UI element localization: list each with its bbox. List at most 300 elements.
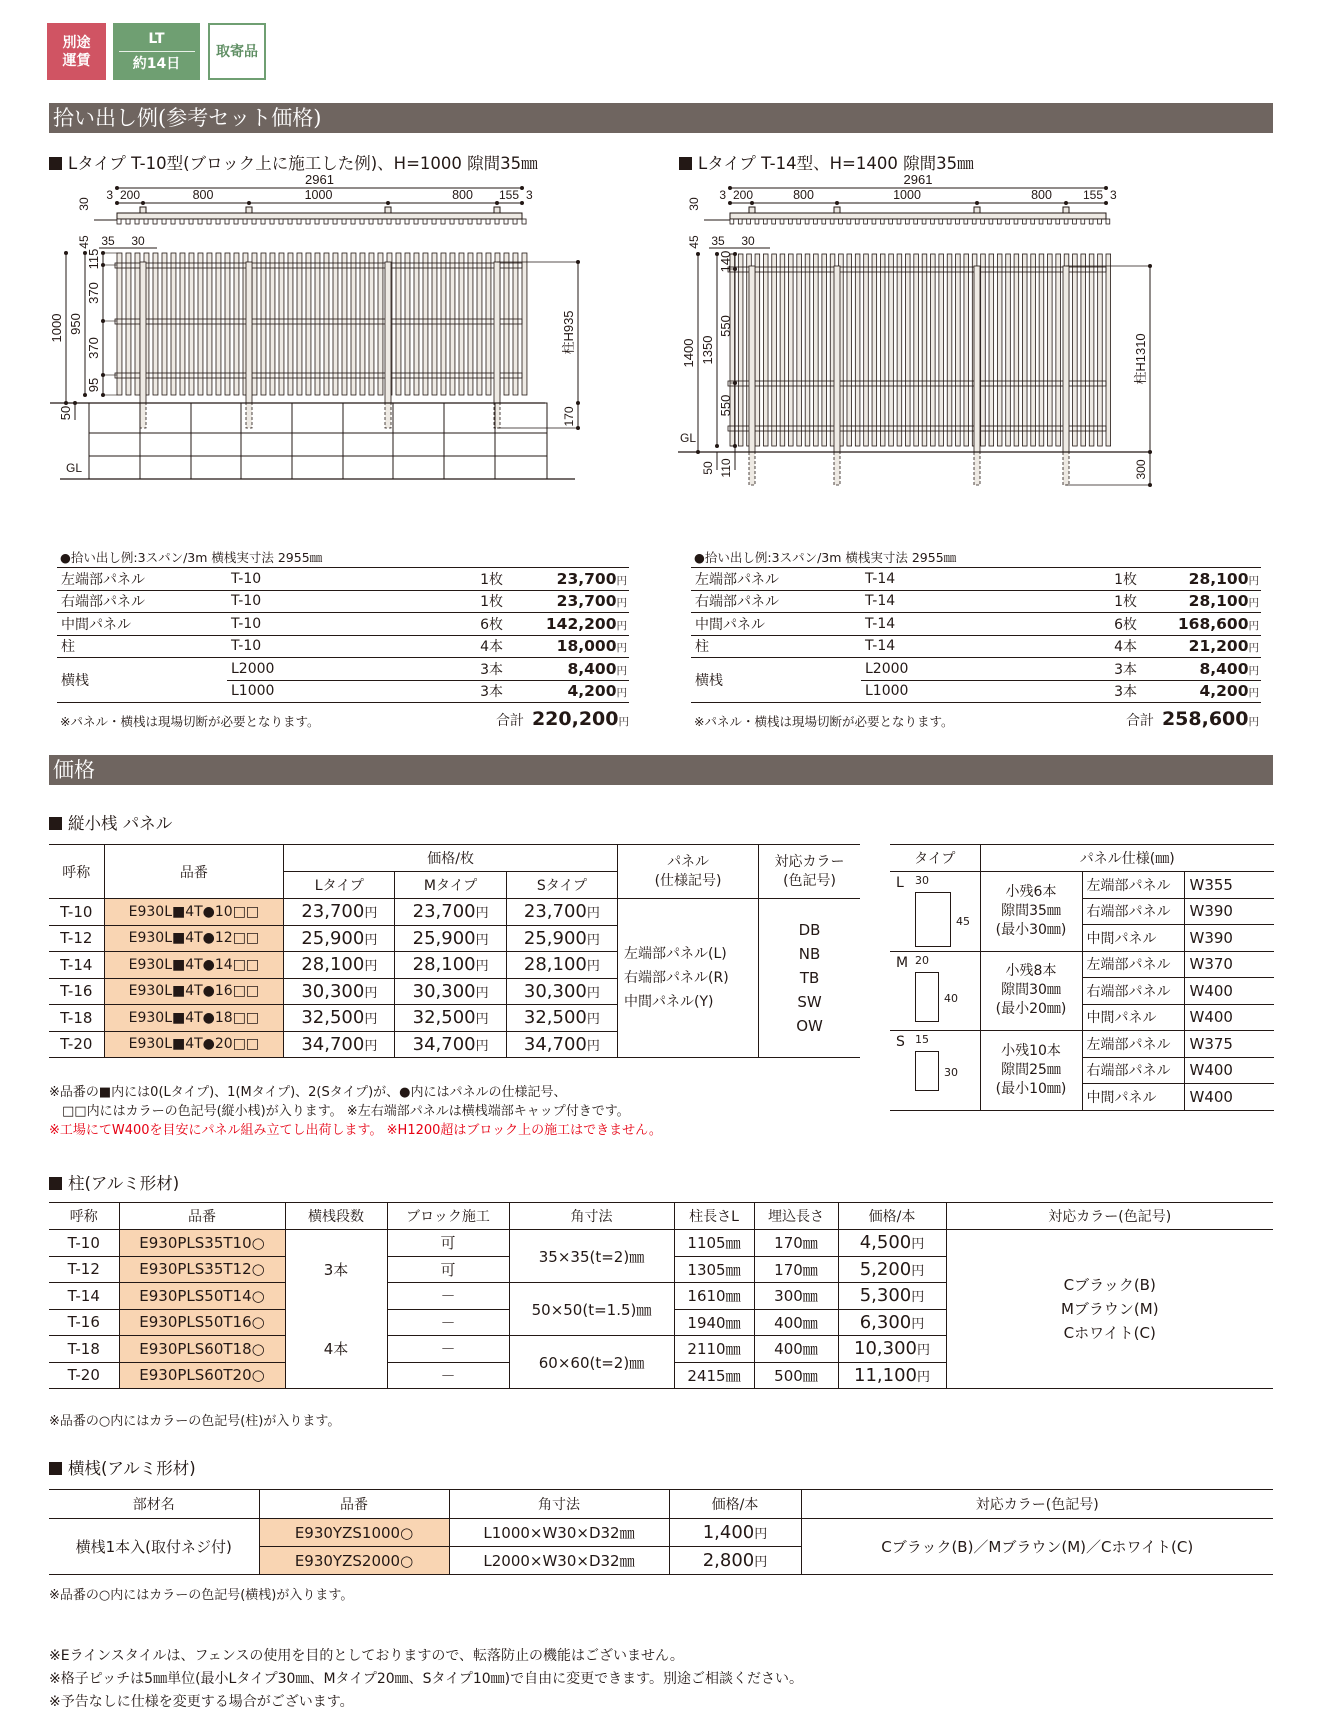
plan-slat (814, 219, 818, 224)
dimension-label: 1000 (304, 188, 333, 202)
dimension-label: 300 (1134, 459, 1148, 480)
dimension-dot (386, 201, 390, 205)
plan-slat (243, 219, 247, 224)
yen-unit: 円 (364, 959, 378, 975)
price-value: 25,900 (412, 927, 476, 949)
plan-slat (180, 219, 184, 224)
yen-unit: 円 (911, 1263, 925, 1279)
profile-cell (890, 951, 980, 1031)
col-header: 横桟段数 (285, 1203, 387, 1230)
example-1-footnote: ※パネル・横桟は現場切断が必要となります。 (60, 714, 320, 729)
profile-depth: 45 (956, 914, 970, 928)
plan-slat (144, 219, 148, 224)
yen-unit: 円 (1248, 664, 1259, 677)
item-qty: 6枚 (427, 613, 507, 636)
desc-line: 隙間25㎜ (1001, 1061, 1061, 1078)
panel-type: 左端部パネル(L) (624, 946, 727, 962)
dimension-label: 3 (719, 188, 726, 202)
plan-slat (788, 219, 792, 224)
row-name: T-20 (49, 1031, 104, 1058)
plan-slat (423, 219, 427, 224)
col-header: 角寸法 (509, 1203, 674, 1230)
square-bullet-icon (49, 1462, 62, 1475)
col-header: 価格/本 (838, 1203, 946, 1230)
post-price (838, 1362, 946, 1389)
embed-length: 170㎜ (754, 1230, 838, 1257)
item-price (507, 590, 629, 613)
spec-row (890, 1031, 1274, 1058)
spec-item-width: W390 (1184, 925, 1274, 952)
price-value: 28,100 (1188, 569, 1249, 588)
yen-unit: 円 (1248, 597, 1259, 610)
plan-post (749, 207, 755, 213)
row-code: E930PLS35T10○ (119, 1230, 285, 1257)
fence-slat (864, 254, 869, 446)
row-price-m (395, 925, 506, 952)
dimension-label: 1000 (893, 188, 921, 202)
plan-slat (1106, 219, 1110, 224)
plan-slat (931, 219, 935, 224)
colors-cell (946, 1230, 1273, 1389)
row-code: E930PLS50T14○ (119, 1283, 285, 1310)
profile-shape (915, 972, 939, 1022)
row-price-s (506, 899, 617, 926)
dimension-dot (728, 186, 732, 190)
row-name: T-12 (49, 1256, 119, 1283)
plan-slat (333, 219, 337, 224)
dimension-dot (141, 201, 145, 205)
item-code: T-14 (861, 590, 1061, 613)
desc-line: (最小30㎜) (995, 921, 1067, 938)
plan-post (834, 207, 840, 213)
col-header-type: Lタイプ (284, 872, 395, 899)
header-line: 対応カラー (774, 853, 845, 870)
plan-slat (855, 219, 859, 224)
example-row (691, 590, 1261, 613)
plan-slat (738, 219, 742, 224)
col-header-panel (618, 845, 759, 899)
plan-slat (905, 219, 909, 224)
plan-slat (351, 219, 355, 224)
spec-item-width: W355 (1184, 872, 1274, 899)
item-price (1141, 635, 1261, 658)
spec-item-width: W390 (1184, 898, 1274, 925)
header-line: (色記号) (783, 872, 836, 889)
dimension-label: 370 (86, 337, 101, 359)
rail-size: L2000×W30×D32㎜ (449, 1547, 669, 1575)
plan-slat (315, 219, 319, 224)
yen-unit: 円 (616, 597, 627, 610)
profile-cell (890, 1031, 980, 1111)
yen-unit: 円 (616, 619, 627, 632)
post-price (838, 1283, 946, 1310)
item-price (507, 613, 629, 636)
post-embed (834, 452, 840, 485)
profile-size: 35×35(t=2)㎜ (509, 1230, 674, 1283)
badge-text: 取寄品 (216, 43, 258, 60)
price-value: 30,300 (412, 980, 476, 1002)
plan-slat (369, 219, 373, 224)
fence-slat (780, 254, 785, 446)
yen-unit: 円 (911, 1316, 925, 1332)
fence-slat (989, 254, 994, 446)
plan-slat (1056, 219, 1060, 224)
price-value: 23,700 (556, 592, 617, 611)
item-code: T-10 (227, 635, 427, 658)
item-qty: 4本 (427, 635, 507, 658)
fence-slat (1081, 254, 1086, 446)
item-code: T-14 (861, 635, 1061, 658)
profile-type: S (896, 1034, 905, 1050)
dimension-label: 550 (718, 394, 733, 417)
yen-unit: 円 (618, 716, 629, 728)
dimension-dot (64, 401, 68, 405)
plan-slat (1014, 219, 1018, 224)
price-value: 32,500 (301, 1007, 365, 1029)
panel-notes (49, 1083, 662, 1140)
plan-slat (914, 219, 918, 224)
row-price-m (395, 899, 506, 926)
price-value: 4,500 (859, 1232, 912, 1254)
row-name: T-10 (49, 899, 104, 926)
yen-unit: 円 (911, 1290, 925, 1306)
lead-time-badge (113, 23, 200, 80)
fence-slat (914, 254, 919, 446)
spec-item-width: W400 (1184, 1004, 1274, 1031)
block-install: 可 (387, 1256, 509, 1283)
post-embed (1063, 452, 1069, 485)
plan-slat (747, 219, 751, 224)
color-name: Cホワイト(C) (1063, 1324, 1156, 1342)
spec-item-width: W375 (1184, 1031, 1274, 1058)
post-embed (246, 403, 252, 428)
price-value: 28,100 (1188, 592, 1249, 611)
desc-line: 小残10本 (1001, 1042, 1061, 1059)
fence-slat (814, 254, 819, 446)
item-qty: 3本 (1061, 658, 1141, 681)
post-price (838, 1336, 946, 1363)
dimension-label: 35 (711, 234, 725, 248)
dimension-label: GL (66, 461, 83, 475)
plan-slat (897, 219, 901, 224)
profile-width: 20 (915, 953, 929, 967)
price-value: 28,100 (523, 954, 587, 976)
note-line: ※品番の■内には0(Lタイプ)、1(Mタイプ)、2(Sタイプ)が、●内にはパネルの仕様記号、 (49, 1085, 567, 1100)
yen-unit: 円 (1248, 687, 1259, 700)
example-1-table (57, 567, 629, 703)
fence-slat (738, 254, 743, 446)
example-row (691, 613, 1261, 636)
badge-text: 運賃 (62, 52, 91, 69)
fence-slat (922, 254, 927, 446)
item-qty: 3本 (427, 658, 507, 681)
dimension-dot (1104, 186, 1108, 190)
rail-code: E930YZS1000○ (259, 1519, 449, 1547)
plan-slat (468, 219, 472, 224)
lead-time-label: LT (119, 30, 195, 52)
col-header: 埋込長さ (754, 1203, 838, 1230)
section-header-example: 拾い出し例(参考セット価格) (49, 103, 1273, 133)
dimension-dot (728, 201, 732, 205)
dimension-label: 140 (718, 250, 733, 273)
fence-diagram-t14 (660, 170, 1326, 535)
plan-slat (135, 219, 139, 224)
desc-line: (最小10㎜) (995, 1080, 1067, 1097)
fence-slat (788, 254, 793, 446)
row-name: T-10 (49, 1230, 119, 1257)
post-embed (749, 452, 755, 485)
post-length: 1940㎜ (674, 1309, 754, 1336)
example-title-text: Lタイプ T-10型(ブロック上に施工した例)、H=1000 隙間35㎜ (68, 154, 538, 173)
row-price-m (395, 1005, 506, 1032)
example-row (691, 658, 1261, 681)
dimension-label: 95 (86, 377, 101, 393)
item-qty: 1枚 (427, 568, 507, 591)
fence-slat (772, 254, 777, 446)
footer-note: ※Eラインスタイルは、フェンスの使用を目的としておりますので、転落防止の機能はございません。 (49, 1648, 684, 1664)
row-price-s (506, 1005, 617, 1032)
row-name: T-12 (49, 925, 104, 952)
col-header-code: 品番 (104, 845, 284, 899)
embed-length: 400㎜ (754, 1309, 838, 1336)
fence-slat (872, 254, 877, 446)
spec-item-name: 中間パネル (1082, 925, 1184, 952)
post-length: 1305㎜ (674, 1256, 754, 1283)
plan-slat (486, 219, 490, 224)
fence-slat (522, 253, 527, 395)
plan-slat (956, 219, 960, 224)
plan-slat (234, 219, 238, 224)
header-line: (仕様記号) (654, 872, 722, 889)
square-bullet-icon (49, 1177, 62, 1190)
row-price-l (284, 978, 395, 1005)
col-header: 呼称 (49, 1203, 119, 1230)
plan-slat (872, 219, 876, 224)
item-price (1141, 613, 1261, 636)
embed-length: 500㎜ (754, 1362, 838, 1389)
dimension-label: 800 (452, 188, 473, 202)
title-text: 柱(アルミ形材) (68, 1174, 180, 1193)
color-code: NB (798, 945, 821, 963)
row-code: E930PLS50T16○ (119, 1309, 285, 1336)
item-price (507, 658, 629, 681)
dimension-label: 3 (106, 188, 113, 202)
spec-desc (980, 951, 1082, 1031)
dimension-label: 45 (687, 235, 701, 249)
example-1-note: ●拾い出し例:3スパン/3m 横桟実寸法 2955㎜ (60, 550, 323, 565)
plan-slat (1098, 219, 1102, 224)
desc-line: 隙間35㎜ (1001, 902, 1061, 919)
fence-post (140, 262, 146, 403)
example-2-total (1040, 708, 1259, 730)
fence-slat (1022, 254, 1027, 446)
profile-depth: 40 (944, 991, 958, 1005)
plan-slat (797, 219, 801, 224)
yen-unit: 円 (364, 932, 378, 948)
price-value: 23,700 (301, 901, 365, 923)
item-qty: 1枚 (1061, 568, 1141, 591)
plan-post (246, 207, 252, 213)
item-qty: 1枚 (1061, 590, 1141, 613)
spec-item-width: W400 (1184, 1084, 1274, 1111)
plan-slat (396, 219, 400, 224)
item-name: 左端部パネル (57, 568, 227, 591)
dimension-dot (1148, 483, 1152, 487)
plan-slat (441, 219, 445, 224)
item-qty: 4本 (1061, 635, 1141, 658)
dimension-dot (696, 450, 700, 454)
fence-slat (964, 254, 969, 446)
price-value: 28,100 (301, 954, 365, 976)
block-install: － (387, 1309, 509, 1336)
plan-slat (1064, 219, 1068, 224)
row-code: E930L■4T●10□□ (104, 899, 284, 926)
plan-slat (513, 219, 517, 224)
dimension-label: 柱H1310 (1133, 333, 1148, 385)
dimension-label: 370 (86, 282, 101, 304)
fence-slat (981, 254, 986, 446)
spec-item-width: W400 (1184, 1057, 1274, 1084)
plan-slat (270, 219, 274, 224)
plan-slat (947, 219, 951, 224)
row-price-l (284, 1005, 395, 1032)
col-header-spec: パネル仕様(㎜) (980, 845, 1274, 872)
spec-item-width: W400 (1184, 978, 1274, 1005)
yen-unit: 円 (475, 932, 489, 948)
row-price-s (506, 952, 617, 979)
dimension-dot (576, 426, 580, 430)
plan-post (974, 207, 980, 213)
price-value: 25,900 (301, 927, 365, 949)
example-2-footnote: ※パネル・横桟は現場切断が必要となります。 (694, 714, 954, 729)
item-name: 柱 (691, 635, 861, 658)
yen-unit: 円 (754, 1555, 768, 1570)
separate-shipping-badge (47, 23, 106, 80)
fence-slat (855, 254, 860, 446)
price-value: 10,300 (854, 1338, 917, 1360)
profile-cell (890, 872, 980, 952)
dimension-dot (975, 201, 979, 205)
panel-type: 右端部パネル(R) (624, 970, 729, 986)
yen-unit: 円 (1248, 642, 1259, 655)
price-value: 23,700 (523, 901, 587, 923)
row-code: E930L■4T●20□□ (104, 1031, 284, 1058)
price-value: 25,900 (523, 927, 587, 949)
fence-slat (889, 254, 894, 446)
plan-slat (126, 219, 130, 224)
plan-post (494, 207, 500, 213)
post-row (49, 1230, 1273, 1257)
plan-slat (1031, 219, 1035, 224)
panel-spec-table (890, 844, 1274, 1111)
rail-note: ※品番の○内にはカラーの色記号(横桟)が入ります。 (49, 1588, 354, 1603)
spec-desc (980, 1031, 1082, 1111)
embed-length: 300㎜ (754, 1283, 838, 1310)
plan-slat (459, 219, 463, 224)
price-value: 32,500 (412, 1007, 476, 1029)
post-length: 2415㎜ (674, 1362, 754, 1389)
row-price-m (395, 952, 506, 979)
price-value: 32,500 (523, 1007, 587, 1029)
rail-row (49, 1519, 1273, 1547)
example-2-table (691, 567, 1261, 703)
fence-post (494, 262, 500, 403)
dimension-label: 2961 (305, 172, 334, 187)
title-text: 縦小桟 パネル (68, 814, 173, 833)
dimension-dot (520, 201, 524, 205)
note-line: □□内にはカラーの色記号(縦小桟)が入ります。 ※左右端部パネルは横桟端部キャップ付きです。 (49, 1104, 630, 1119)
profile-shape (915, 1051, 939, 1091)
desc-line: 隙間30㎜ (1001, 982, 1061, 999)
spec-row (890, 951, 1274, 978)
yen-unit: 円 (616, 687, 627, 700)
dimension-label: 30 (77, 197, 91, 211)
dimension-label: 950 (68, 313, 83, 335)
plan-slat (997, 219, 1001, 224)
fence-slat (847, 254, 852, 446)
col-header: 品番 (119, 1203, 285, 1230)
dimension-label: 200 (733, 188, 754, 202)
rail-size: L1000×W30×D32㎜ (449, 1519, 669, 1547)
price-value: 168,600 (1177, 614, 1249, 633)
dimension-label: 200 (120, 188, 141, 202)
example-row (57, 658, 629, 681)
col-header: 対応カラー(色記号) (801, 1490, 1273, 1519)
fence-post (834, 266, 840, 452)
item-code: L2000 (861, 658, 1061, 681)
price-value: 23,700 (556, 569, 617, 588)
plan-slat (1006, 219, 1010, 224)
fence-slat (1006, 254, 1011, 446)
row-name: T-14 (49, 1283, 119, 1310)
profile-type: L (896, 875, 904, 891)
plan-slat (805, 219, 809, 224)
yen-unit: 円 (364, 985, 378, 1001)
item-code: T-14 (861, 568, 1061, 591)
dimension-label: 1350 (700, 335, 715, 365)
spec-item-name: 中間パネル (1082, 1084, 1184, 1111)
item-qty: 3本 (1061, 680, 1141, 703)
row-code: E930PLS35T12○ (119, 1256, 285, 1283)
dimension-dot (576, 260, 580, 264)
col-header: 対応カラー(色記号) (946, 1203, 1273, 1230)
desc-line: 小残6本 (1005, 883, 1057, 900)
dimension-label: 110 (719, 458, 733, 478)
footer-notes (49, 1645, 803, 1714)
item-code: T-10 (227, 568, 427, 591)
plan-slat (288, 219, 292, 224)
dimension-label: 30 (687, 197, 701, 211)
row-price-s (506, 925, 617, 952)
item-name: 柱 (57, 635, 227, 658)
yen-unit: 円 (586, 985, 600, 1001)
post-length: 1610㎜ (674, 1283, 754, 1310)
plan-slat (216, 219, 220, 224)
yen-unit: 円 (586, 906, 600, 922)
row-name: T-18 (49, 1005, 104, 1032)
post-length: 1105㎜ (674, 1230, 754, 1257)
post-price (838, 1230, 946, 1257)
color-code: DB (798, 921, 821, 939)
fence-slat (1106, 254, 1111, 446)
item-code: L1000 (861, 680, 1061, 703)
dimension-label: 800 (192, 188, 214, 202)
yen-unit: 円 (616, 664, 627, 677)
fence-slat (1039, 254, 1044, 446)
title-text: 横桟(アルミ形材) (68, 1459, 196, 1478)
yen-unit: 円 (475, 959, 489, 975)
yen-unit: 円 (475, 1038, 489, 1054)
